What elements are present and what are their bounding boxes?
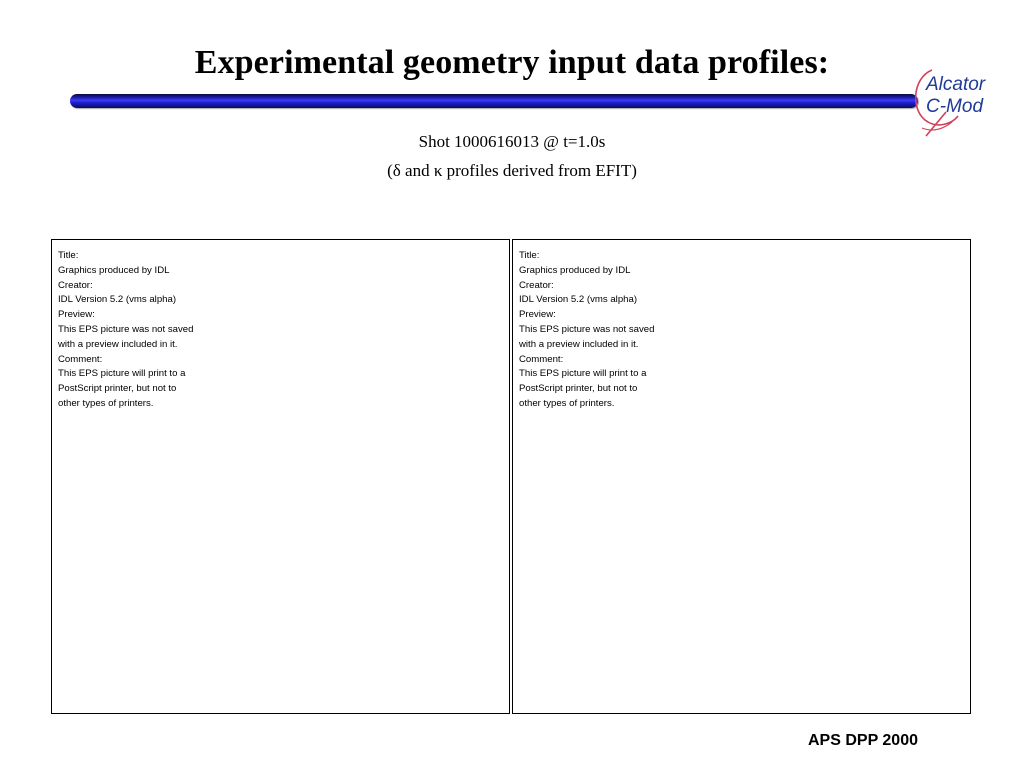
eps-info-line: Graphics produced by IDL [58,264,170,276]
logo-text-alcator: Alcator [926,74,986,95]
eps-info-line: with a preview included in it. [519,338,639,350]
eps-info-line: Title: [519,250,540,261]
eps-info-line: Comment: [58,353,103,365]
eps-info-line: Creator: [58,279,93,291]
eps-info-line: Creator: [519,279,554,291]
eps-info-line: This EPS picture was not saved [58,323,194,335]
profiles-note: (δ and κ profiles derived from EFIT) [387,161,637,180]
eps-info-line: other types of printers. [58,397,154,409]
eps-placeholder-left [51,239,510,714]
eps-info-line: PostScript printer, but not to [58,383,177,395]
logo-text-cmod: C-Mod [926,96,984,117]
eps-info-line: This EPS picture will print to a [519,368,647,380]
shot-subtitle: Shot 1000616013 @ t=1.0s [418,132,606,151]
eps-info-line: Preview: [519,309,556,321]
eps-placeholder-right [512,239,971,714]
title-underline-bar [70,94,918,108]
eps-info-line: IDL Version 5.2 (vms alpha) [58,294,177,306]
alcator-cmod-logo [912,60,1002,140]
eps-info-text [58,249,193,412]
eps-info-line: IDL Version 5.2 (vms alpha) [519,294,638,306]
eps-info-line: Comment: [519,353,564,365]
eps-info-line: Title: [58,250,79,261]
eps-info-line: with a preview included in it. [58,338,178,350]
eps-info-line: PostScript printer, but not to [519,383,638,395]
eps-info-line: Preview: [58,309,95,321]
eps-info-line: other types of printers. [519,397,615,409]
eps-info-line: This EPS picture was not saved [519,323,655,335]
eps-info-text [519,249,654,412]
slide-title: Experimental geometry input data profiles: [194,44,830,81]
eps-info-line: Graphics produced by IDL [519,264,631,276]
eps-info-line: This EPS picture will print to a [58,368,186,380]
conference-footer: APS DPP 2000 [808,732,918,749]
